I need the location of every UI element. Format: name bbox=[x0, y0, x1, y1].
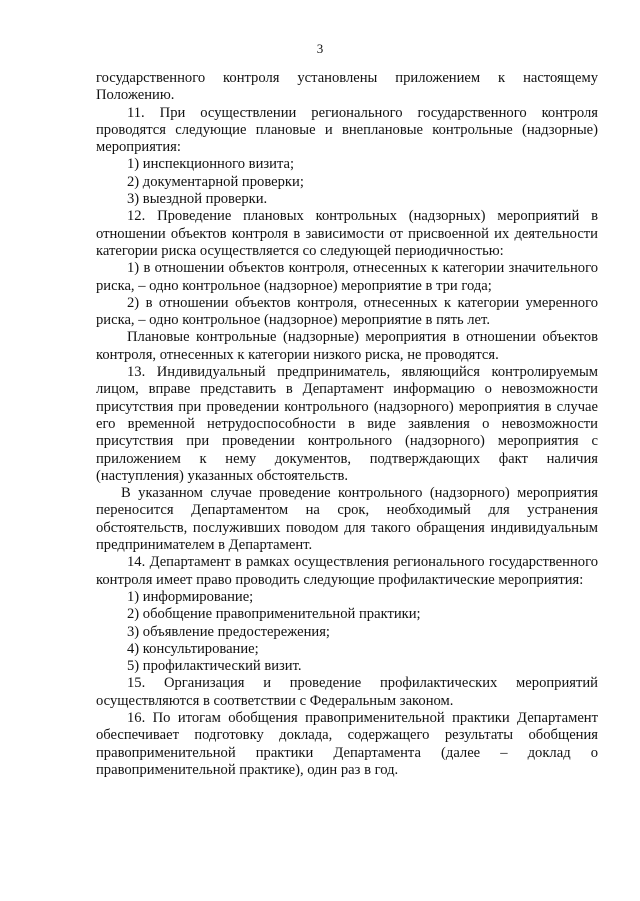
paragraph-14: 14. Департамент в рамках осуществления регионального государственного контроля имеет право проводить следующие профилактические мероприятия: bbox=[96, 554, 598, 588]
paragraph-low-risk: Плановые контрольные (надзорные) мероприятия в отношении объектов контроля, отнесенных к категории низкого риска, не проводятся. bbox=[96, 329, 598, 363]
document-body bbox=[96, 70, 598, 779]
paragraph-continuation: государственного контроля установлены приложением к настоящему Положению. bbox=[96, 70, 598, 104]
list-item: 4) консультирование; bbox=[127, 640, 259, 657]
list-item: 2) обобщение правоприменительной практики; bbox=[127, 606, 421, 623]
page-number: 3 bbox=[316, 41, 324, 56]
paragraph-16: 16. По итогам обобщения правоприменительной практики Департамент обеспечивает подготовку доклада, содержащего результаты обобщения правоприменительной практики Департамента (далее – доклад о правоприменительной практике), один раз в год. bbox=[96, 709, 598, 778]
list-item: 3) выездной проверки. bbox=[127, 191, 268, 208]
paragraph-12: 12. Проведение плановых контрольных (надзорных) мероприятий в отношении объектов контроля в зависимости от присвоенной их деятельности категории риска осуществляется со следующей периодичностью: bbox=[96, 208, 598, 259]
paragraph-15: 15. Организация и проведение профилактических мероприятий осуществляются в соответствии с Федеральным законом. bbox=[96, 675, 598, 709]
paragraph-postponement: В указанном случае проведение контрольного (надзорного) мероприятия переносится Департаментом на срок, необходимый для устранения обстоятельств, послуживших поводом для такого обращения индивидуальным предпринимателем в Департамент. bbox=[96, 485, 598, 554]
list-item: 1) инспекционного визита; bbox=[127, 156, 295, 173]
paragraph-11: 11. При осуществлении регионального государственного контроля проводятся следующие плановые и внеплановые контрольные (надзорные) мероприятия: bbox=[96, 104, 598, 156]
list-item: 1) информирование; bbox=[127, 588, 254, 605]
list-item: 3) объявление предостережения; bbox=[127, 623, 330, 640]
paragraph-13: 13. Индивидуальный предприниматель, являющийся контролируемым лицом, вправе представить в Департамент информацию о невозможности присутствия при проведении контрольного (надзорного) мероприятия в случае его временной нетрудоспособности в виде заявления о невозможности присутствия при проведении контрольного (надзорного) мероприятия с приложением к нему документов, подтверждающих факт наличия (наступления) указанных обстоятельств. bbox=[96, 364, 598, 484]
list-item: 5) профилактический визит. bbox=[127, 658, 302, 675]
list-item: 1) в отношении объектов контроля, отнесенных к категории значительного риска, – одно контрольное (надзорное) мероприятие в три года; bbox=[96, 260, 598, 294]
list-item: 2) документарной проверки; bbox=[127, 173, 304, 190]
list-item: 2) в отношении объектов контроля, отнесенных к категории умеренного риска, – одно контрольное (надзорное) мероприятие в пять лет. bbox=[96, 294, 598, 329]
